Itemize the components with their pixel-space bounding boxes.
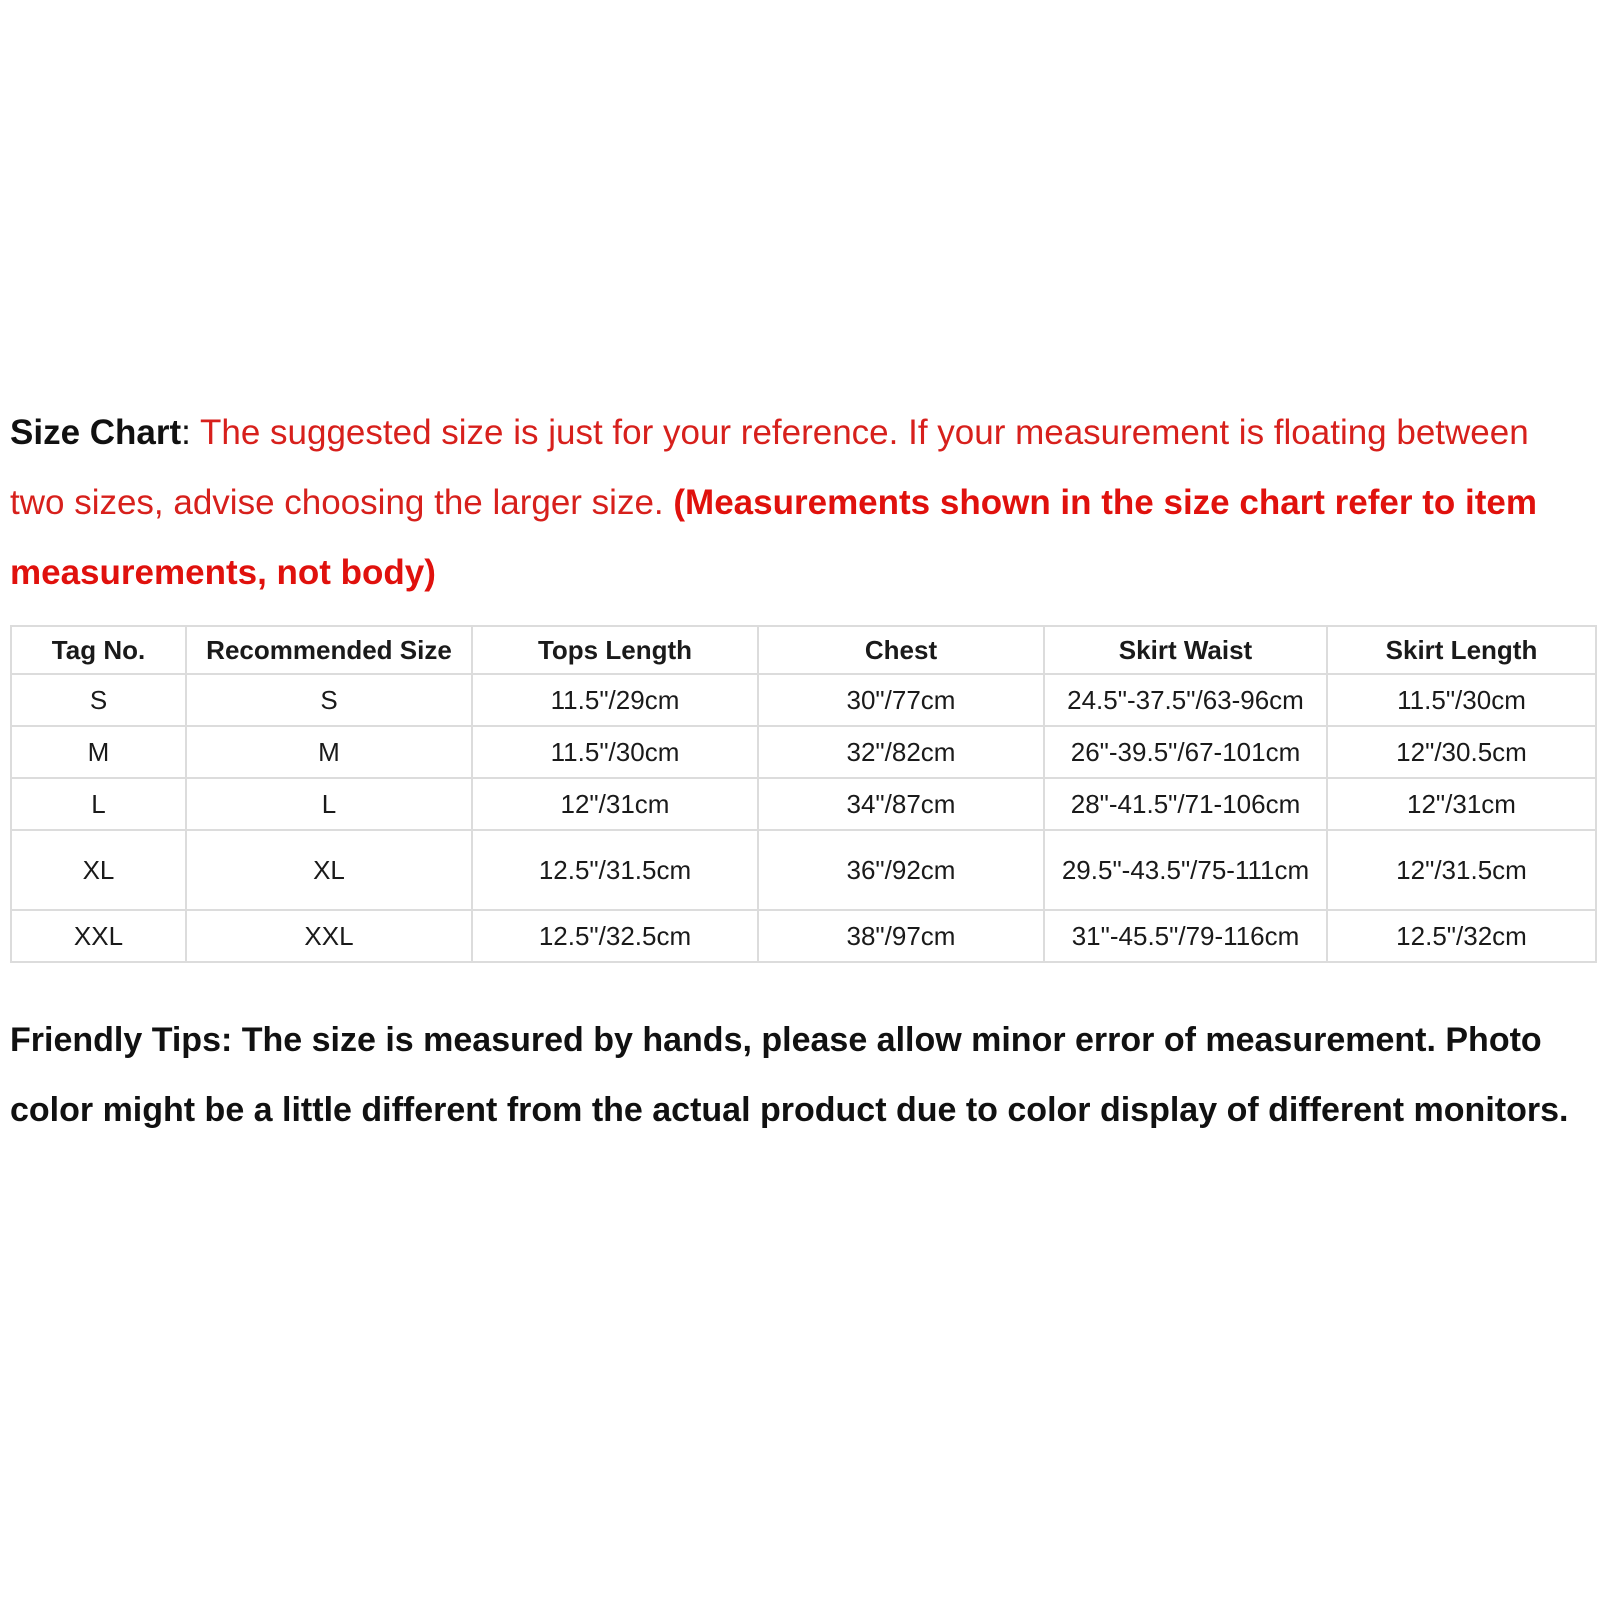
size-table — [10, 625, 1597, 963]
cell-skirt-waist: 29.5"-43.5"/75-111cm — [1044, 830, 1327, 910]
table-row — [11, 910, 1596, 962]
cell-tag-no: XXL — [11, 910, 186, 962]
cell-skirt-length: 12"/31cm — [1327, 778, 1596, 830]
cell-tops-length: 12.5"/32.5cm — [472, 910, 758, 962]
header-recommended-size: Recommended Size — [186, 626, 472, 674]
header-tag-no: Tag No. — [11, 626, 186, 674]
size-chart-colon: : — [181, 413, 191, 452]
cell-skirt-waist: 28"-41.5"/71-106cm — [1044, 778, 1327, 830]
cell-tops-length: 12.5"/31.5cm — [472, 830, 758, 910]
cell-tops-length: 12"/31cm — [472, 778, 758, 830]
cell-skirt-length: 12"/30.5cm — [1327, 726, 1596, 778]
cell-skirt-length: 12"/31.5cm — [1327, 830, 1596, 910]
cell-recommended-size: XXL — [186, 910, 472, 962]
header-tops-length: Tops Length — [472, 626, 758, 674]
cell-recommended-size: M — [186, 726, 472, 778]
cell-chest: 36"/92cm — [758, 830, 1044, 910]
size-chart-emphasis: (Measurements shown in the size chart refer to item measurements, not body) — [10, 483, 1537, 592]
cell-tops-length: 11.5"/30cm — [472, 726, 758, 778]
size-chart-note: The suggested size is just for your reference. If your measurement is floating between two sizes, advise choosing the larger size. — [10, 413, 1529, 522]
friendly-tips: Friendly Tips: The size is measured by hands, please allow minor error of measurement. Photo color might be a little different from the actual product due to color display of different monitors. — [10, 1021, 1569, 1129]
table-row — [11, 674, 1596, 726]
cell-skirt-length: 11.5"/30cm — [1327, 674, 1596, 726]
cell-tag-no: M — [11, 726, 186, 778]
cell-tops-length: 11.5"/29cm — [472, 674, 758, 726]
cell-tag-no: L — [11, 778, 186, 830]
header-chest: Chest — [758, 626, 1044, 674]
cell-tag-no: XL — [11, 830, 186, 910]
cell-skirt-waist: 26"-39.5"/67-101cm — [1044, 726, 1327, 778]
cell-skirt-length: 12.5"/32cm — [1327, 910, 1596, 962]
cell-chest: 32"/82cm — [758, 726, 1044, 778]
cell-recommended-size: L — [186, 778, 472, 830]
table-row — [11, 726, 1596, 778]
cell-chest: 34"/87cm — [758, 778, 1044, 830]
cell-skirt-waist: 24.5"-37.5"/63-96cm — [1044, 674, 1327, 726]
size-chart-intro — [10, 398, 1570, 608]
table-row — [11, 778, 1596, 830]
header-skirt-length: Skirt Length — [1327, 626, 1596, 674]
cell-recommended-size: S — [186, 674, 472, 726]
header-skirt-waist: Skirt Waist — [1044, 626, 1327, 674]
cell-skirt-waist: 31"-45.5"/79-116cm — [1044, 910, 1327, 962]
cell-chest: 38"/97cm — [758, 910, 1044, 962]
size-chart-label: Size Chart — [10, 413, 182, 452]
cell-chest: 30"/77cm — [758, 674, 1044, 726]
cell-recommended-size: XL — [186, 830, 472, 910]
table-header-row — [11, 626, 1596, 674]
table-row — [11, 830, 1596, 910]
cell-tag-no: S — [11, 674, 186, 726]
